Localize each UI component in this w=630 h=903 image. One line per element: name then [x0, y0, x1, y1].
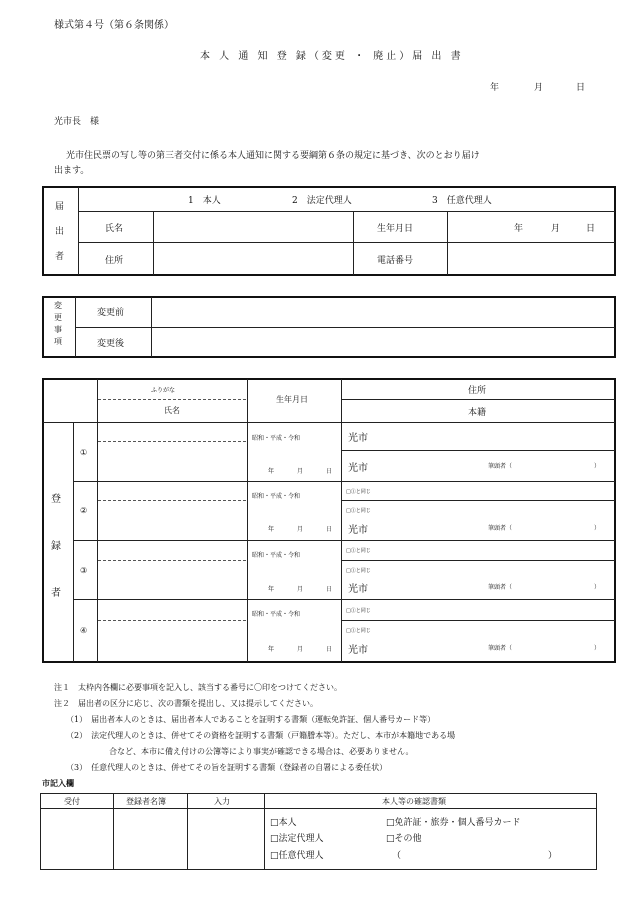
- notifier-dob-day-unit: 日: [586, 224, 596, 234]
- dob-year-unit: 年: [268, 646, 275, 653]
- office-col-reception: 受付: [64, 797, 80, 806]
- dob-year-unit: 年: [268, 468, 275, 475]
- notifier-dob-label: 生年月日: [377, 224, 414, 234]
- note-1: 注１ 太枠内各欄に必要事項を記入し、該当する番号に〇印をつけてください。: [54, 683, 342, 692]
- era-options[interactable]: 昭和・平成・令和: [252, 552, 301, 559]
- office-use-label: 市記入欄: [42, 778, 74, 788]
- dob-month-unit: 月: [297, 468, 304, 475]
- office-col-input: 入力: [214, 797, 230, 806]
- changes-side-char-3: 事: [54, 325, 62, 334]
- notifier-dob-month-unit: 月: [551, 224, 561, 234]
- address-city: 光市: [348, 433, 368, 444]
- note-2-item-1: （1） 届出者本人のときは、届出者本人であることを証明する書類（運転免許証、個人番号カード等）: [66, 715, 436, 724]
- registrant-furigana-field[interactable]: [99, 483, 245, 499]
- office-col-registry: 登録者名簿: [126, 797, 166, 806]
- id-doc-other-open-paren: （: [392, 851, 402, 861]
- honseki-city: 光市: [348, 584, 368, 595]
- household-head-label: 筆頭者（: [488, 584, 513, 591]
- close-paren: ）: [594, 645, 601, 652]
- notifier-side-char-2: 出: [55, 227, 65, 237]
- changes-side-char-1: 変: [54, 301, 62, 310]
- note-2-item-2: （2） 法定代理人のときは、併せてその資格を証明する書類（戸籍謄本等）。ただし、本市が本籍地である場: [66, 731, 456, 740]
- notifier-dob-year-unit: 年: [514, 224, 524, 234]
- id-doc-license-passport-checkbox[interactable]: □免許証・旅券・個人番号カード: [386, 818, 521, 828]
- date-year-unit: 年: [490, 83, 500, 93]
- notifier-address-field[interactable]: [155, 244, 351, 274]
- registrant-name-field[interactable]: [99, 502, 245, 538]
- registrant-furigana-field[interactable]: [99, 542, 245, 558]
- registrant-furigana-field[interactable]: [99, 601, 245, 618]
- addressee: 光市長 様: [54, 117, 100, 127]
- dob-day-unit: 日: [326, 468, 333, 475]
- notifier-type-option-voluntary-agent[interactable]: 3 任意代理人: [432, 196, 492, 206]
- note-2-item-3: （3） 任意代理人のときは、併せてその旨を証明する書類（登録者の自署による委任状）: [66, 763, 388, 772]
- notifier-side-char-1: 届: [55, 202, 65, 212]
- registrant-furigana-field[interactable]: [99, 424, 245, 440]
- relation-voluntary-agent-checkbox[interactable]: □任意代理人: [270, 851, 324, 861]
- registrant-number: ①: [80, 448, 88, 457]
- honseki-city: 光市: [348, 525, 368, 536]
- address-same-as-first-checkbox[interactable]: □①と同じ: [346, 489, 371, 495]
- dob-year-unit: 年: [268, 586, 275, 593]
- registrant-name-field[interactable]: [99, 443, 245, 479]
- dob-day-unit: 日: [326, 526, 333, 533]
- registrants-side-char-3: 者: [51, 588, 61, 599]
- honseki-same-as-first-checkbox[interactable]: □①と同じ: [346, 628, 371, 634]
- changes-side-char-4: 項: [54, 337, 62, 346]
- close-paren: ）: [594, 463, 601, 470]
- honseki-same-as-first-checkbox[interactable]: □①と同じ: [346, 568, 371, 574]
- close-paren: ）: [594, 584, 601, 591]
- registrant-number: ③: [80, 566, 88, 575]
- dob-month-unit: 月: [297, 646, 304, 653]
- change-before-field[interactable]: [153, 298, 614, 326]
- honseki-city: 光市: [348, 463, 368, 474]
- registrants-side-char-2: 録: [51, 541, 61, 552]
- household-head-label: 筆頭者（: [488, 525, 513, 532]
- intro-line-2: 出ます。: [54, 166, 90, 176]
- change-after-label: 変更後: [97, 339, 125, 349]
- registrant-number: ②: [80, 506, 88, 515]
- honseki-same-as-first-checkbox[interactable]: □①と同じ: [346, 508, 371, 514]
- header-furigana: ふりがな: [151, 387, 176, 394]
- header-dob: 生年月日: [276, 395, 308, 404]
- dob-month-unit: 月: [297, 526, 304, 533]
- relation-legal-agent-checkbox[interactable]: □法定代理人: [270, 834, 324, 844]
- office-col-id-docs: 本人等の確認書類: [382, 797, 446, 806]
- date-day-unit: 日: [576, 83, 586, 93]
- notifier-type-option-self[interactable]: 1 本人: [188, 196, 221, 206]
- changes-side-char-2: 更: [54, 313, 62, 322]
- registrant-name-field[interactable]: [99, 622, 245, 660]
- registrant-number: ④: [80, 626, 88, 635]
- address-same-as-first-checkbox[interactable]: □①と同じ: [346, 548, 371, 554]
- relation-self-checkbox[interactable]: □本人: [270, 818, 297, 828]
- page-title: 本 人 通 知 登 録（変更 ・ 廃止）届 出 書: [200, 51, 464, 62]
- era-options[interactable]: 昭和・平成・令和: [252, 435, 301, 442]
- notifier-name-field[interactable]: [155, 213, 351, 241]
- header-honseki: 本籍: [468, 408, 487, 418]
- dob-month-unit: 月: [297, 586, 304, 593]
- close-paren: ）: [594, 525, 601, 532]
- dob-day-unit: 日: [326, 586, 333, 593]
- dob-year-unit: 年: [268, 526, 275, 533]
- change-after-field[interactable]: [153, 329, 614, 356]
- era-options[interactable]: 昭和・平成・令和: [252, 493, 301, 500]
- notifier-phone-field[interactable]: [449, 244, 614, 274]
- honseki-city: 光市: [348, 645, 368, 656]
- dob-day-unit: 日: [326, 646, 333, 653]
- notifier-side-char-3: 者: [55, 252, 65, 262]
- household-head-label: 筆頭者（: [488, 463, 513, 470]
- header-name: 氏名: [164, 406, 180, 415]
- intro-line-1: 光市住民票の写し等の第三者交付に係る本人通知に関する要綱第６条の規定に基づき、次のとおり届け: [66, 151, 480, 161]
- id-doc-other-checkbox[interactable]: □その他: [386, 834, 422, 844]
- notifier-type-option-legal-agent[interactable]: 2 法定代理人: [292, 196, 352, 206]
- header-address: 住所: [468, 386, 487, 396]
- notifier-phone-label: 電話番号: [377, 256, 414, 266]
- era-options[interactable]: 昭和・平成・令和: [252, 611, 301, 618]
- notifier-name-label: 氏名: [105, 224, 124, 234]
- id-doc-other-close-paren: ）: [548, 851, 558, 861]
- note-2-item-2-continued: 合など、本市に備え付けの公簿等により事実が確認できる場合は、必要ありません。: [109, 747, 414, 756]
- date-month-unit: 月: [534, 83, 544, 93]
- registrant-name-field[interactable]: [99, 562, 245, 598]
- change-before-label: 変更前: [97, 308, 125, 318]
- notifier-address-label: 住所: [105, 256, 124, 266]
- household-head-label: 筆頭者（: [488, 645, 513, 652]
- form-number: 様式第４号（第６条関係）: [54, 20, 174, 31]
- registrants-side-char-1: 登: [51, 494, 61, 505]
- note-2: 注２ 届出者の区分に応じ、次の書類を提出し、又は提示してください。: [54, 699, 318, 708]
- address-same-as-first-checkbox[interactable]: □①と同じ: [346, 608, 371, 614]
